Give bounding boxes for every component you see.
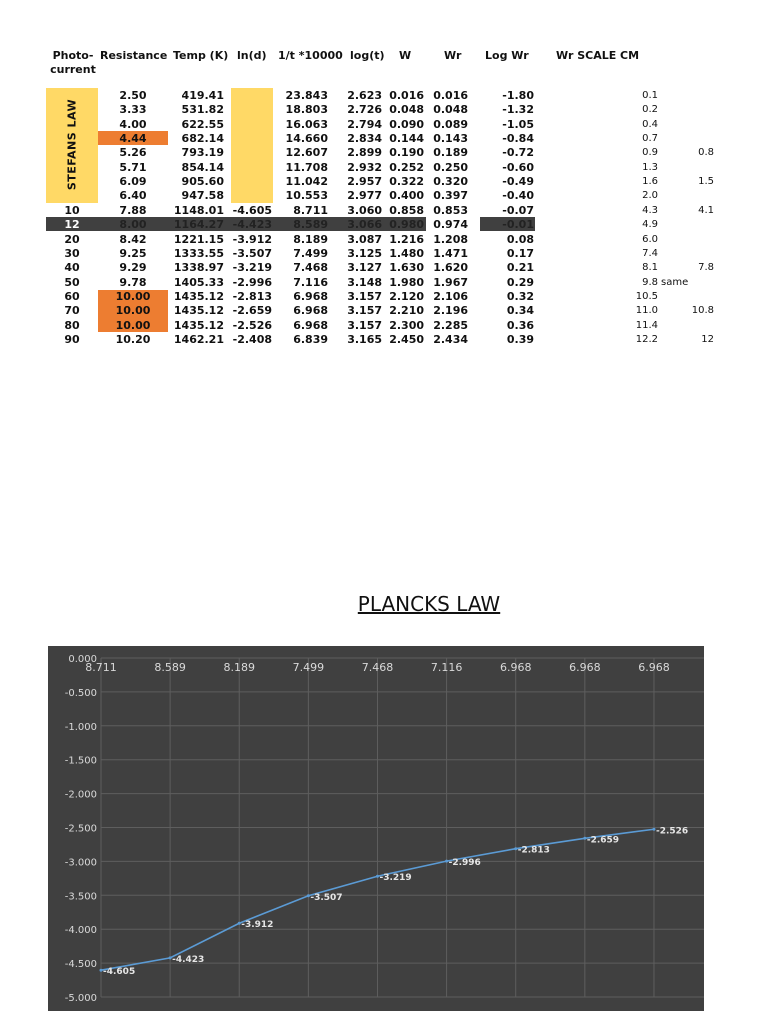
cell-logt: 3.066 xyxy=(347,218,382,232)
cell-wr: 2.196 xyxy=(433,304,468,318)
cell-inv: 12.607 xyxy=(285,146,328,160)
cell-inv: 6.968 xyxy=(293,304,328,318)
cell-temp: 1164.27 xyxy=(173,218,224,232)
cell-res: 10.00 xyxy=(115,289,151,303)
data-label: -4.423 xyxy=(172,954,205,965)
cell-temp: 1338.97 xyxy=(173,261,224,275)
cell-lnd: -4.423 xyxy=(232,218,272,232)
cell-res: 6.09 xyxy=(119,175,147,189)
cell-w: 0.400 xyxy=(389,189,424,203)
cell-scale: 8.1 xyxy=(642,262,658,274)
cell-logwr: -0.60 xyxy=(502,160,534,174)
cell-logt: 3.125 xyxy=(347,246,382,260)
chart-title: PLANCKS LAW xyxy=(357,592,501,616)
cell-lnd: -2.813 xyxy=(232,289,272,303)
cell-temp: 1405.33 xyxy=(173,275,224,289)
cell-logwr: -1.32 xyxy=(502,103,534,117)
cell-w: 0.090 xyxy=(389,117,424,131)
cell-logwr: 0.29 xyxy=(506,275,534,289)
cell-extra: 1.5 xyxy=(698,176,714,188)
data-label: -3.507 xyxy=(310,892,343,903)
cell-res: 2.50 xyxy=(119,89,147,102)
cell-pc: 70 xyxy=(64,304,80,318)
y-tick-label: -3.500 xyxy=(64,891,97,903)
cell-logwr: -0.40 xyxy=(502,189,534,203)
cell-res: 10.20 xyxy=(115,332,151,346)
y-tick-label: -5.000 xyxy=(64,993,97,1004)
cell-w: 0.144 xyxy=(389,132,424,146)
cell-lnd: -2.408 xyxy=(232,332,272,346)
cell-w: 0.252 xyxy=(389,160,424,174)
cell-w: 2.120 xyxy=(389,289,424,303)
cell-inv: 23.843 xyxy=(285,89,328,102)
cell-temp: 1333.55 xyxy=(173,246,224,260)
cell-lnd: -2.526 xyxy=(232,318,272,332)
header-resistance: Resistance xyxy=(100,49,168,62)
cell-scale: 0.9 xyxy=(642,147,658,159)
cell-res: 3.33 xyxy=(119,103,147,117)
cell-extra: 4.1 xyxy=(698,204,714,216)
cell-temp: 905.60 xyxy=(181,175,224,189)
cell-res: 7.88 xyxy=(119,203,147,217)
cell-scale: 7.4 xyxy=(642,247,658,259)
cell-res: 5.71 xyxy=(119,160,147,174)
cell-w: 2.450 xyxy=(389,332,424,346)
cell-logwr: 0.39 xyxy=(506,332,534,346)
cell-res: 10.00 xyxy=(115,304,151,318)
x-tick-label: 7.499 xyxy=(292,661,325,674)
data-label: -3.219 xyxy=(379,873,412,884)
cell-wr: 0.250 xyxy=(433,160,468,174)
cell-inv: 8.589 xyxy=(293,218,328,232)
cell-scale: 11.0 xyxy=(635,305,658,317)
header-logt: log(t) xyxy=(350,49,385,62)
cell-logwr: 0.17 xyxy=(506,246,534,260)
data-label: -2.996 xyxy=(448,858,481,869)
cell-inv: 18.803 xyxy=(285,103,328,117)
cell-wr: 1.471 xyxy=(433,246,468,260)
cell-inv: 6.839 xyxy=(293,332,328,346)
cell-temp: 1221.15 xyxy=(173,232,224,246)
x-tick-label: 6.968 xyxy=(569,661,601,674)
cell-logwr: -1.05 xyxy=(502,117,534,131)
cell-lnd: -4.605 xyxy=(232,203,272,217)
cell-w: 1.630 xyxy=(389,261,424,275)
header-photocurrent: Photo- current xyxy=(50,49,96,76)
chart-area xyxy=(48,646,704,1011)
x-tick-label: 6.968 xyxy=(499,661,532,674)
cell-logwr: -1.80 xyxy=(502,89,534,102)
data-label: -2.659 xyxy=(586,835,620,846)
cell-inv: 7.116 xyxy=(293,275,328,289)
cell-pc: 80 xyxy=(64,318,80,332)
cell-inv: 14.660 xyxy=(285,132,328,146)
cell-inv: 6.968 xyxy=(293,318,328,332)
cell-w: 2.210 xyxy=(389,304,424,318)
cell-inv: 7.468 xyxy=(293,261,328,275)
cell-w: 2.300 xyxy=(389,318,424,332)
cell-wr: 0.143 xyxy=(433,132,468,146)
cell-res: 8.00 xyxy=(119,218,147,232)
cell-scale: 11.4 xyxy=(635,319,658,331)
cell-scale: 0.4 xyxy=(642,118,658,130)
cell-wr: 0.048 xyxy=(433,103,468,117)
cell-scale: 0.2 xyxy=(642,104,658,116)
cell-wr: 2.285 xyxy=(433,318,468,332)
y-tick-label: -4.000 xyxy=(64,925,97,937)
cell-wr: 0.853 xyxy=(433,203,468,217)
cell-scale: 1.6 xyxy=(642,176,658,188)
cell-pc: 30 xyxy=(64,246,80,260)
cell-scale: 4.9 xyxy=(642,219,658,231)
y-tick-label: -4.500 xyxy=(64,959,97,971)
cell-extra: 10.8 xyxy=(691,305,714,317)
cell-logt: 2.834 xyxy=(347,132,382,146)
cell-wr: 1.967 xyxy=(433,275,468,289)
cell-res: 4.00 xyxy=(119,117,147,131)
cell-logwr: -0.07 xyxy=(502,203,534,217)
cell-inv: 8.711 xyxy=(293,203,328,217)
cell-logt: 2.794 xyxy=(347,117,382,131)
x-tick-label: 6.968 xyxy=(638,661,670,674)
cell-extra: 7.8 xyxy=(698,262,714,274)
cell-w: 0.322 xyxy=(389,175,424,189)
cell-logt: 2.977 xyxy=(347,189,382,203)
cell-temp: 622.55 xyxy=(181,117,224,131)
header-temp: Temp (K) xyxy=(173,49,229,62)
cell-pc: 40 xyxy=(64,261,80,275)
header-wr-scale: Wr SCALE CM xyxy=(556,49,640,62)
cell-res: 10.00 xyxy=(115,318,151,332)
cell-wr: 0.974 xyxy=(433,218,468,232)
cell-wr: 2.106 xyxy=(433,289,468,303)
data-label: -2.813 xyxy=(517,845,550,856)
cell-scale: 6.0 xyxy=(642,233,658,245)
cell-inv: 6.968 xyxy=(293,289,328,303)
x-tick-label: 7.468 xyxy=(361,661,394,674)
cell-w: 0.016 xyxy=(389,89,424,102)
cell-logt: 3.165 xyxy=(347,332,382,346)
cell-logwr: 0.34 xyxy=(506,304,534,318)
cell-logwr: -0.84 xyxy=(502,132,534,146)
cell-logwr: 0.32 xyxy=(506,289,534,303)
cell-res: 9.78 xyxy=(119,275,147,289)
cell-logt: 2.726 xyxy=(347,103,382,117)
cell-inv: 8.189 xyxy=(293,232,328,246)
y-tick-label: -2.000 xyxy=(64,789,97,801)
cell-w: 1.480 xyxy=(389,246,424,260)
cell-w: 1.216 xyxy=(389,232,424,246)
cell-pc: 60 xyxy=(64,289,80,303)
cell-pc: 12 xyxy=(64,218,80,232)
cell-logt: 3.157 xyxy=(347,304,382,318)
cell-extra: same xyxy=(661,276,689,288)
stefans-law-label: STEFANS LAW xyxy=(65,98,79,191)
data-label: -4.605 xyxy=(103,967,136,978)
cell-inv: 11.708 xyxy=(285,160,328,174)
x-tick-label: 8.711 xyxy=(85,661,117,674)
cell-logwr: 0.08 xyxy=(506,232,534,246)
header-inverse-t: 1/t *10000 xyxy=(278,49,343,62)
header-log-wr: Log Wr xyxy=(485,49,529,62)
cell-logwr: -0.72 xyxy=(502,146,534,160)
cell-res: 9.29 xyxy=(119,261,147,275)
cell-w: 0.980 xyxy=(389,218,424,232)
x-tick-label: 8.189 xyxy=(223,661,255,674)
cell-lnd: -3.912 xyxy=(232,232,272,246)
cell-wr: 0.189 xyxy=(433,146,468,160)
cell-logwr: -0.01 xyxy=(502,218,534,232)
cell-temp: 1435.12 xyxy=(173,304,224,318)
cell-inv: 7.499 xyxy=(293,246,328,260)
cell-temp: 947.58 xyxy=(181,189,224,203)
cell-temp: 1148.01 xyxy=(173,203,224,217)
cell-temp: 854.14 xyxy=(181,160,224,174)
cell-wr: 2.434 xyxy=(433,332,468,346)
data-label: -2.526 xyxy=(655,826,689,837)
cell-scale: 0.7 xyxy=(642,133,658,145)
cell-temp: 419.41 xyxy=(181,89,224,102)
cell-lnd: -3.219 xyxy=(232,261,272,275)
cell-pc: 10 xyxy=(64,203,80,217)
cell-w: 0.190 xyxy=(389,146,424,160)
y-tick-label: -3.000 xyxy=(64,857,97,869)
cell-temp: 793.19 xyxy=(181,146,224,160)
cell-lnd: -3.507 xyxy=(232,246,272,260)
x-tick-label: 7.116 xyxy=(430,661,463,674)
y-tick-label: 0.000 xyxy=(68,654,97,665)
header-wr: Wr xyxy=(444,49,462,62)
cell-inv: 10.553 xyxy=(285,189,328,203)
cell-logt: 2.899 xyxy=(347,146,382,160)
cell-wr: 0.016 xyxy=(433,89,468,102)
cell-res: 5.26 xyxy=(119,146,147,160)
cell-logwr: 0.21 xyxy=(506,261,534,275)
cell-pc: 50 xyxy=(64,275,80,289)
cell-lnd: -2.659 xyxy=(232,304,272,318)
cell-res: 9.25 xyxy=(119,246,147,260)
cell-wr: 0.320 xyxy=(433,175,468,189)
y-tick-label: -1.000 xyxy=(64,721,97,733)
cell-logt: 3.127 xyxy=(347,261,382,275)
cell-temp: 1435.12 xyxy=(173,289,224,303)
cell-inv: 16.063 xyxy=(285,117,328,131)
cell-scale: 4.3 xyxy=(642,204,658,216)
cell-logt: 3.157 xyxy=(347,289,382,303)
y-tick-label: -1.500 xyxy=(64,755,97,767)
cell-logwr: 0.36 xyxy=(506,318,534,332)
cell-pc: 20 xyxy=(64,232,80,246)
cell-w: 0.048 xyxy=(389,103,424,117)
cell-wr: 0.397 xyxy=(433,189,468,203)
cell-logt: 3.157 xyxy=(347,318,382,332)
cell-logt: 2.932 xyxy=(347,160,382,174)
cell-temp: 531.82 xyxy=(181,103,224,117)
cell-wr: 1.208 xyxy=(433,232,468,246)
y-tick-label: -2.500 xyxy=(64,823,97,835)
cell-logt: 2.957 xyxy=(347,175,382,189)
cell-logwr: -0.49 xyxy=(502,175,534,189)
cell-logt: 3.087 xyxy=(347,232,382,246)
x-tick-label: 8.589 xyxy=(154,661,186,674)
cell-lnd: -2.996 xyxy=(232,275,272,289)
cell-temp: 1435.12 xyxy=(173,318,224,332)
cell-logt: 2.623 xyxy=(347,89,382,102)
cell-temp: 1462.21 xyxy=(173,332,224,346)
cell-wr: 0.089 xyxy=(433,117,468,131)
planck-chart xyxy=(48,646,704,1011)
cell-pc: 90 xyxy=(64,332,80,346)
cell-logt: 3.148 xyxy=(347,275,382,289)
cell-scale: 1.3 xyxy=(642,161,658,173)
lnd-highlight xyxy=(231,88,273,203)
cell-scale: 12.2 xyxy=(635,333,658,345)
header-w: W xyxy=(399,49,412,62)
cell-res: 6.40 xyxy=(119,189,147,203)
cell-scale: 2.0 xyxy=(642,190,658,202)
cell-extra: 12 xyxy=(701,333,714,345)
y-tick-label: -0.500 xyxy=(64,687,97,699)
cell-temp: 682.14 xyxy=(181,132,224,146)
cell-scale: 0.1 xyxy=(642,90,658,101)
cell-scale: 10.5 xyxy=(635,290,658,302)
cell-scale: 9.8 xyxy=(642,276,658,288)
data-label: -3.912 xyxy=(241,920,274,931)
cell-logt: 3.060 xyxy=(347,203,382,217)
cell-extra: 0.8 xyxy=(698,147,714,159)
cell-w: 0.858 xyxy=(389,203,424,217)
cell-w: 1.980 xyxy=(389,275,424,289)
header-lnd: ln(d) xyxy=(237,49,267,62)
cell-res: 4.44 xyxy=(119,132,147,146)
cell-inv: 11.042 xyxy=(285,175,328,189)
cell-wr: 1.620 xyxy=(433,261,468,275)
cell-res: 8.42 xyxy=(119,232,147,246)
